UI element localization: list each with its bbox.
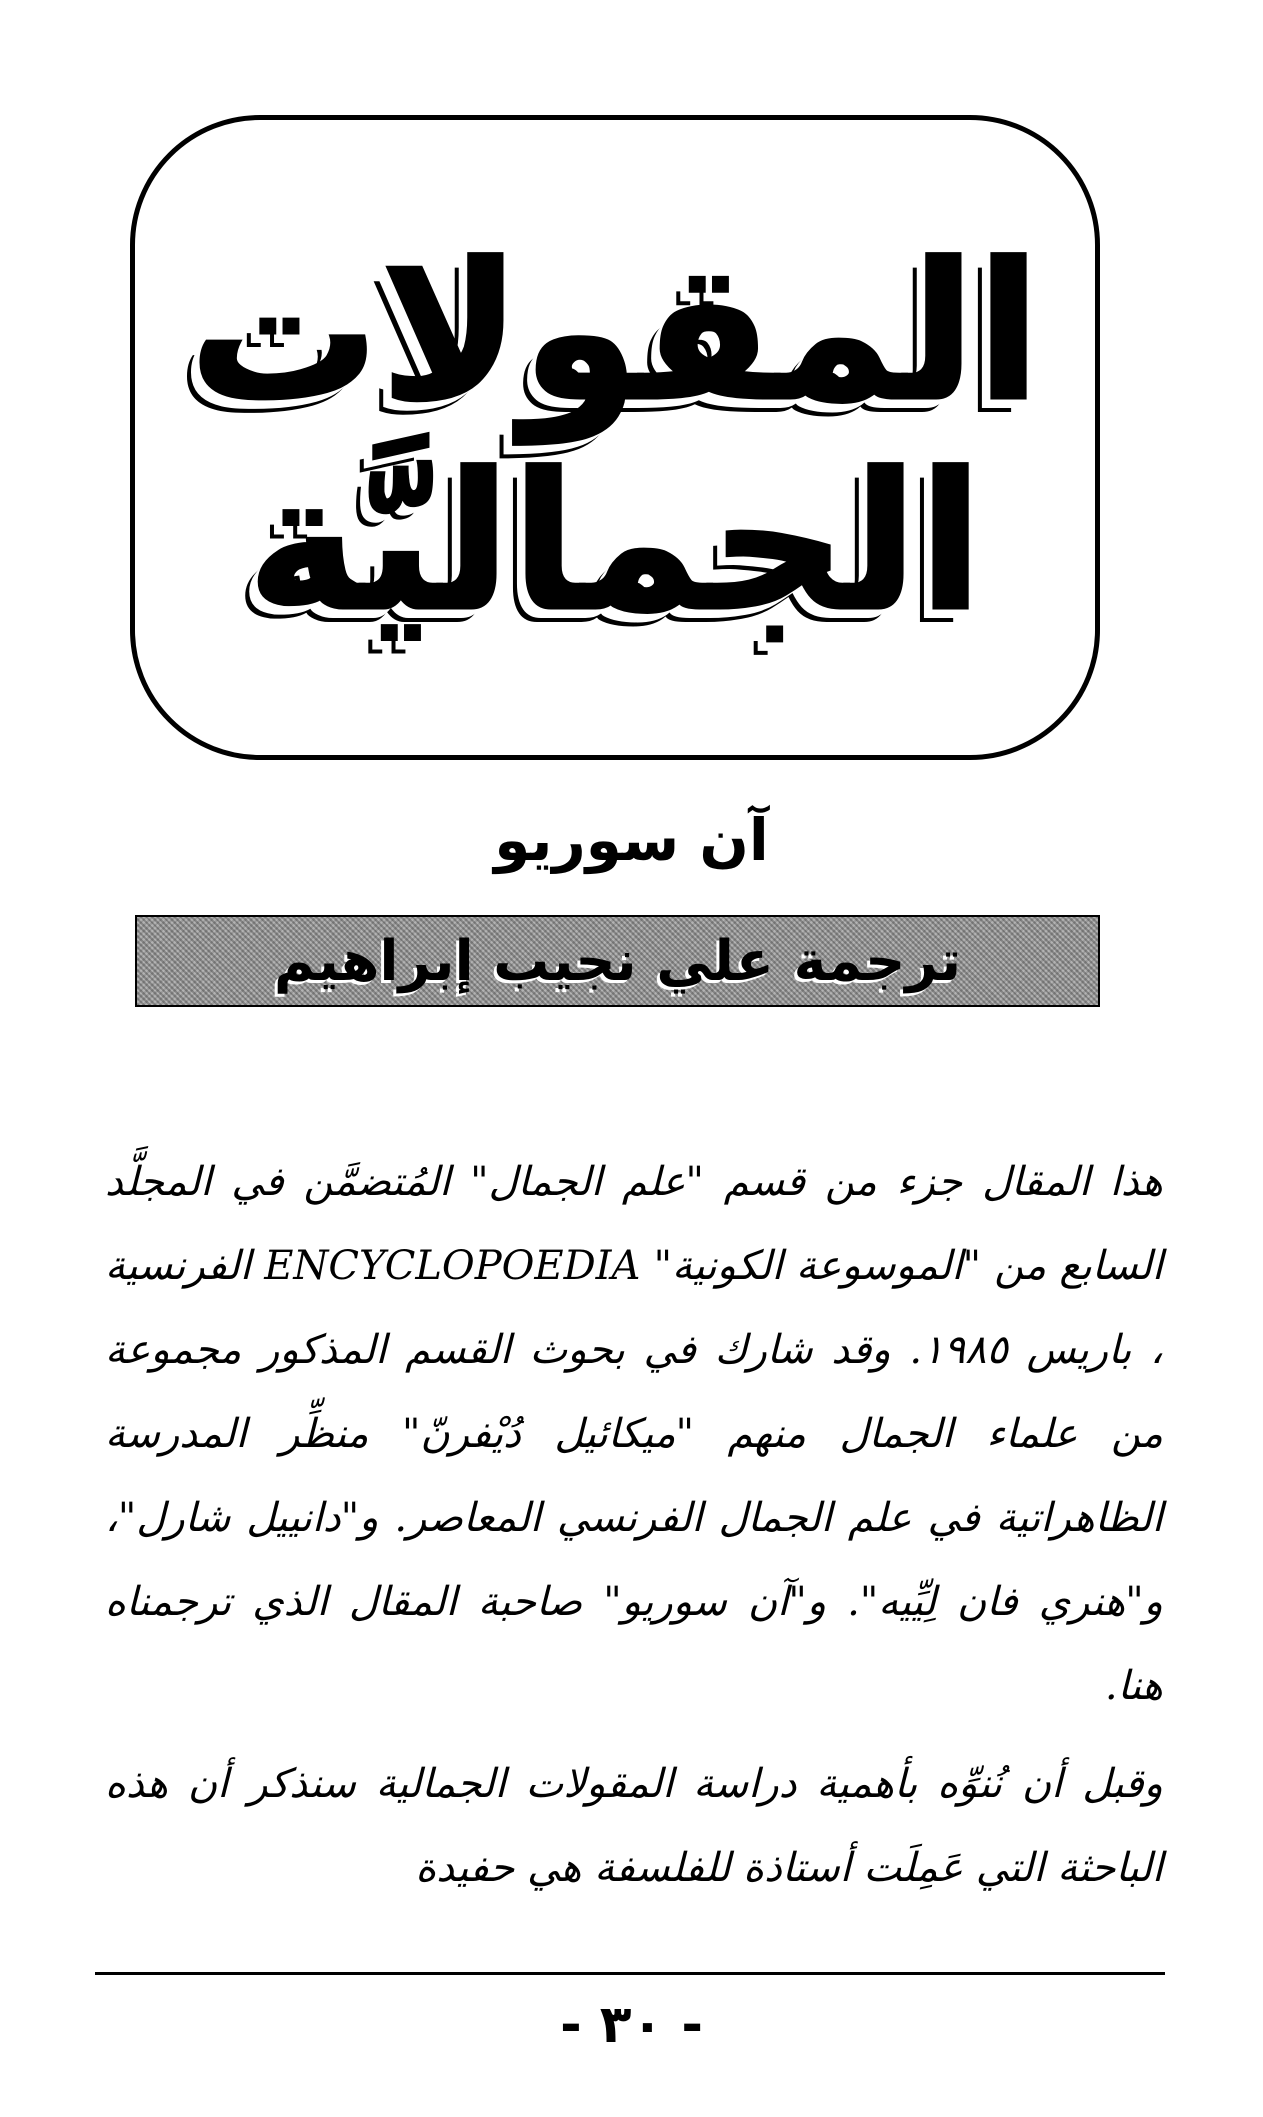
author-name: آن سوريو (494, 806, 769, 874)
page-number: - ٣٠ - (560, 1995, 703, 2055)
article-body (105, 1140, 1163, 1910)
paragraph-2: وقبل أن نُنوِّه بأهمية دراسة المقولات الجمالية سنذكر أن هذه الباحثة التي عَمِلَت أستاذة للفلسفة هي حفيدة (105, 1761, 1163, 1891)
paragraph-1: هذا المقال جزء من قسم "علم الجمال" المُتضمَّن في المجلَّد السابع من "الموسوعة الكونية" ENCYCLOPOEDIA الفرنسية ، باريس ١٩٨٥. وقد شارك في بحوث القسم المذكور مجموعة من علماء الجمال منهم "ميكائيل دُيْفرنّ" منظِّر المدرسة الظاهراتية في علم الجمال الفرنسي المعاصر. و"دانييل شارل"، و"هنري فان لِيِّيه". و"آن سوريو" صاحبة المقال الذي ترجمناه هنا. (105, 1159, 1164, 1709)
title-frame (130, 115, 1100, 760)
title-line-2: الجماليَّة (246, 431, 984, 653)
translator-band (135, 915, 1100, 1007)
translator-credit: ترجمة علي نجيب إبراهيم (273, 928, 962, 994)
title-line-1: المقولات (188, 221, 1042, 443)
footer-divider (95, 1972, 1165, 1975)
